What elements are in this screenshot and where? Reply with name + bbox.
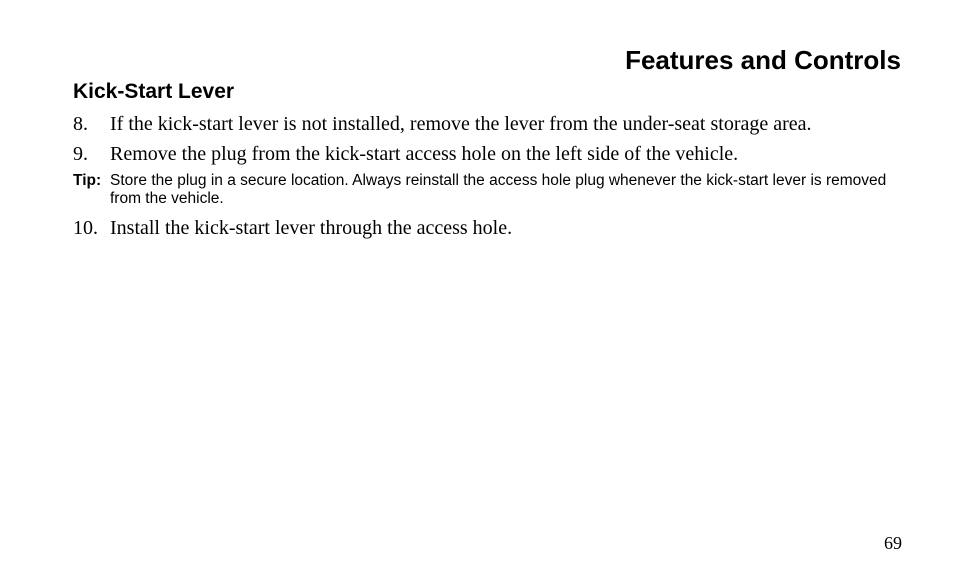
step-8 — [73, 112, 812, 136]
step-10 — [73, 216, 512, 240]
step-text: Install the kick-start lever through the access hole. — [110, 217, 513, 239]
section-title: Kick-Start Lever — [73, 80, 235, 103]
step-number: 10. — [73, 217, 98, 239]
step-text: If the kick-start lever is not installed, remove the lever from the under-seat storage area. — [110, 113, 812, 135]
step-number: 8. — [73, 113, 88, 135]
step-number: 9. — [73, 143, 88, 165]
tip-text: Store the plug in a secure location. Always reinstall the access hole plug whenever the kick-start lever is removed from the vehicle. — [110, 172, 887, 207]
page-number: 69 — [884, 533, 902, 553]
step-text: Remove the plug from the kick-start access hole on the left side of the vehicle. — [110, 143, 739, 165]
page-header-title: Features and Controls — [625, 45, 901, 75]
tip-note — [73, 172, 903, 208]
tip-label: Tip: — [73, 172, 102, 189]
step-9 — [73, 142, 738, 166]
